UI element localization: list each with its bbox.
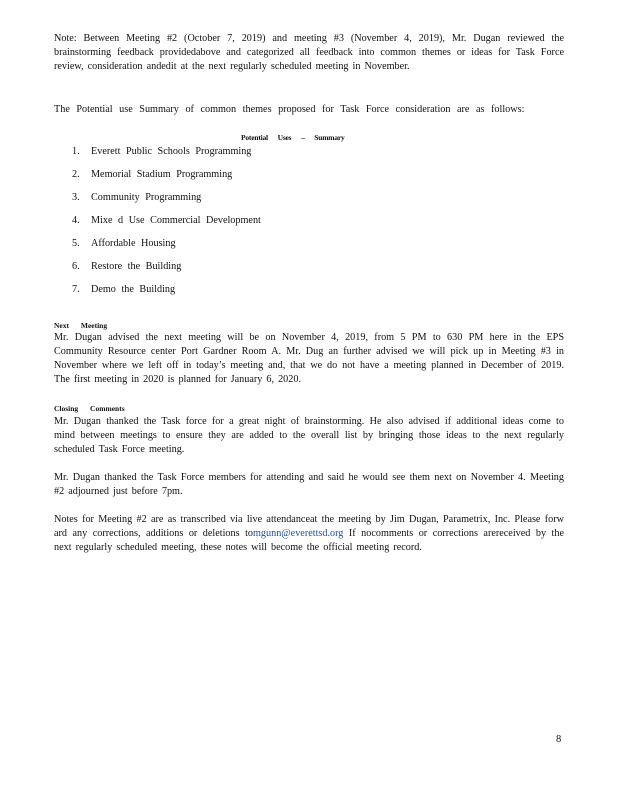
list-item [72, 260, 261, 283]
list-label: Everett Public Schools Programming [91, 146, 252, 157]
list-number: 2. [72, 169, 80, 180]
list-item [72, 191, 261, 214]
list-number: 7. [72, 284, 80, 295]
closing-comments-heading: Closing Comments [54, 404, 125, 413]
list-number: 6. [72, 261, 80, 272]
potential-uses-list [72, 145, 261, 306]
list-label: Memorial Stadium Programming [91, 169, 233, 180]
list-number: 5. [72, 238, 80, 249]
thanks-paragraph: Mr. Dugan thanked the Task Force members for attending and said he would see them next on November 4. Meeting #2 adjourned just before 7pm. [54, 472, 564, 497]
list-label: Affordable Housing [91, 238, 176, 249]
next-meeting-paragraph: Mr. Dugan advised the next meeting will be on November 4, 2019, from 5 PM to 630 PM here in the EPS Community Resource center Port Gardner Room A. Mr. Dug an further advised we will pick up in Meeting #3 in November where we left off in today’s meeting and, that we do not have a meeting planned in December of 2019. The first meeting in 2020 is planned for January 6, 2020. [54, 332, 564, 385]
list-item [72, 237, 261, 260]
list-label: Demo the Building [91, 284, 176, 295]
closing-comments-paragraph: Mr. Dugan thanked the Task force for a great night of brainstorming. He also advised if additional ideas come to mind between meetings to ensure they are added to the overall list by bringing those ideas to the next regularly scheduled Task Force meeting. [54, 416, 564, 455]
list-number: 1. [72, 146, 80, 157]
page-number: 8 [556, 734, 562, 745]
notes-paragraph [54, 513, 564, 555]
list-label: Community Programming [91, 192, 202, 203]
notes-text-before-email: Notes for Meeting #2 are as transcribed via live attendanceat the meeting by Jim Dugan, Parametrix, Inc. Please forw ard any corrections, additions or deletions to [54, 514, 564, 539]
note-paragraph: Note: Between Meeting #2 (October 7, 2019) and meeting #3 (November 4, 2019), Mr. Dugan reviewed the brainstorming feedback providedabove and categorized all feedback into common themes or ideas for Task Force review, consideration andedit at the next regularly scheduled meeting in November. [54, 33, 564, 72]
list-number: 3. [72, 192, 80, 203]
list-label: Restore the Building [91, 261, 182, 272]
intro-paragraph: The Potential use Summary of common themes proposed for Task Force consideration are as follows: [54, 104, 525, 115]
list-item [72, 168, 261, 191]
summary-title: Potential Uses – Summary [241, 133, 345, 142]
list-item [72, 145, 261, 168]
list-label: Mixe d Use Commercial Development [91, 215, 261, 226]
next-meeting-heading: Next Meeting [54, 321, 108, 330]
notes-text-after-email: If nocomments or corrections arereceived by the next regularly scheduled meeting, these notes will become the official meeting record. [54, 528, 564, 553]
list-item [72, 214, 261, 237]
list-item [72, 283, 261, 306]
email-link[interactable]: mgunn@everettsd.org [253, 528, 344, 539]
list-number: 4. [72, 215, 80, 226]
